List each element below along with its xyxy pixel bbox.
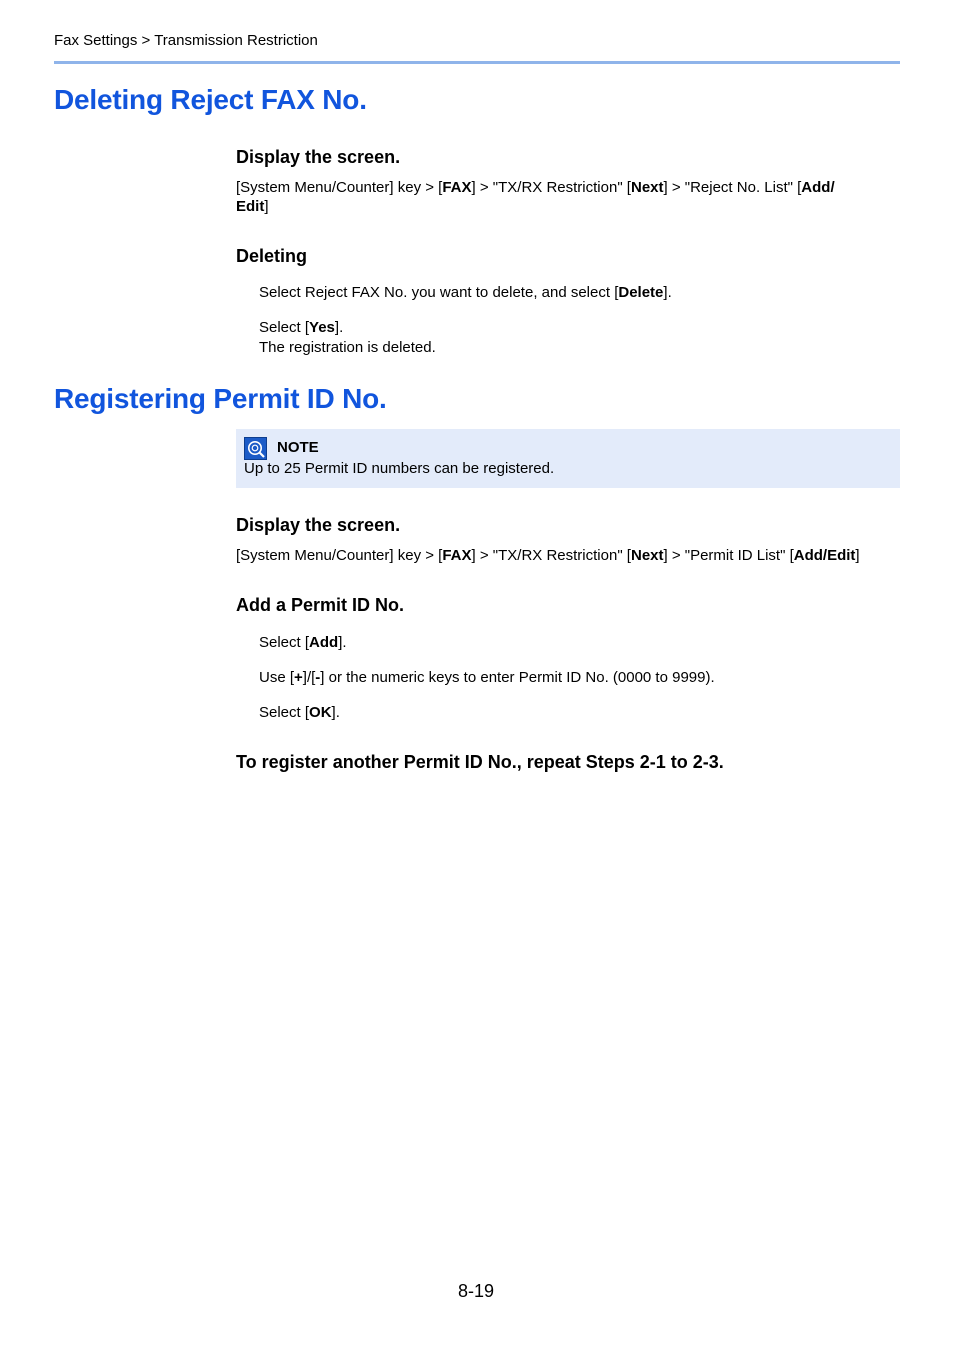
step-heading-display-screen-2: Display the screen. bbox=[236, 515, 401, 535]
text-run: [System Menu/Counter] key > [ bbox=[236, 179, 443, 196]
key-label: Add bbox=[309, 634, 339, 651]
note-box bbox=[236, 429, 900, 488]
section-title-deleting-reject-fax: Deleting Reject FAX No. bbox=[54, 84, 367, 115]
text-run: ] > "Permit ID List" [ bbox=[663, 547, 794, 564]
text-run: ]/[ bbox=[302, 669, 316, 686]
step-heading-add-permit-id: Add a Permit ID No. bbox=[236, 595, 405, 615]
text-run: Select [ bbox=[259, 634, 310, 651]
key-label: Next bbox=[630, 179, 664, 196]
key-label: Yes bbox=[309, 319, 335, 336]
step-heading-deleting: Deleting bbox=[236, 246, 308, 266]
substep-enter-id bbox=[259, 668, 715, 688]
text-run: Select Reject FAX No. you want to delete, and select [ bbox=[259, 284, 619, 301]
text-run: ]. bbox=[338, 634, 347, 651]
text-run: ] or the numeric keys to enter Permit ID No. (0000 to 9999). bbox=[320, 669, 715, 686]
text-run: ] > "TX/RX Restriction" [ bbox=[471, 547, 631, 564]
substep-select-add bbox=[259, 633, 347, 653]
key-label: FAX bbox=[442, 547, 472, 564]
substep-select-ok bbox=[259, 703, 340, 723]
key-label: Delete bbox=[618, 284, 664, 301]
section-title-registering-permit-id: Registering Permit ID No. bbox=[54, 383, 387, 414]
substep-select-yes bbox=[259, 318, 343, 338]
key-label: Add/Edit bbox=[793, 547, 856, 564]
text-run: ] bbox=[264, 198, 269, 215]
key-label: OK bbox=[309, 704, 332, 721]
text-run: ] bbox=[855, 547, 860, 564]
text-run: ]. bbox=[331, 704, 340, 721]
key-label: FAX bbox=[442, 179, 472, 196]
step-text-menu-path bbox=[236, 178, 835, 198]
page-number: 8-19 bbox=[458, 1281, 495, 1301]
text-run: [System Menu/Counter] key > [ bbox=[236, 547, 443, 564]
text-run: ] > "Reject No. List" [ bbox=[663, 179, 802, 196]
key-label: Next bbox=[630, 547, 664, 564]
key-label: - bbox=[315, 669, 321, 686]
substep-result-text: The registration is deleted. bbox=[259, 339, 436, 356]
note-title: NOTE bbox=[277, 439, 319, 456]
substep-select-delete bbox=[259, 283, 672, 303]
step-heading-display-screen: Display the screen. bbox=[236, 147, 401, 167]
key-label: Edit bbox=[236, 198, 265, 215]
text-run: Select [ bbox=[259, 319, 310, 336]
step-text-menu-path-2 bbox=[236, 546, 860, 566]
text-run: ]. bbox=[334, 319, 344, 336]
text-run: Select [ bbox=[259, 704, 310, 721]
note-text: Up to 25 Permit ID numbers can be registered. bbox=[244, 460, 555, 477]
key-label: + bbox=[294, 669, 303, 686]
text-run: ] > "TX/RX Restriction" [ bbox=[471, 179, 631, 196]
text-run: Use [ bbox=[259, 669, 295, 686]
key-label: Add/ bbox=[801, 179, 835, 196]
text-run: ]. bbox=[663, 284, 672, 301]
step-text-menu-path-line2 bbox=[236, 197, 269, 217]
step-heading-repeat: To register another Permit ID No., repeat Steps 2-1 to 2-3. bbox=[236, 752, 724, 772]
breadcrumb: Fax Settings > Transmission Restriction bbox=[54, 32, 318, 49]
note-icon bbox=[244, 437, 267, 460]
header-rule bbox=[54, 61, 900, 64]
